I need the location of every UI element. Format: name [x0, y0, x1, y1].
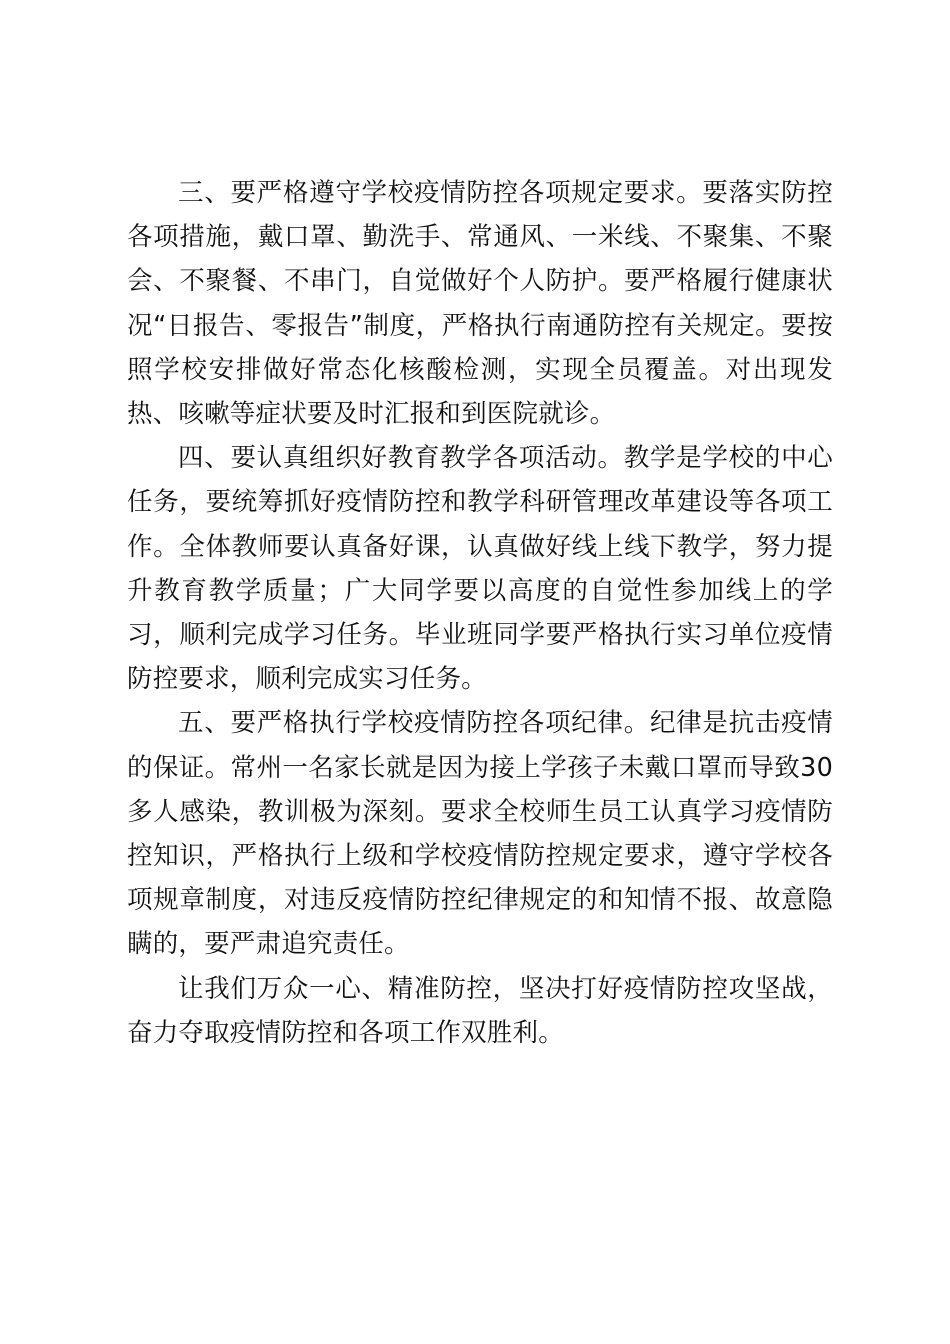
paragraph-section-four: 四、要认真组织好教育教学各项活动。教学是学校的中心任务，要统筹抓好疫情防控和教学科研管理改革建设等各项工作。全体教师要认真备好课，认真做好线上线下教学，努力提升教育教学质量；广大同学要以高度的自觉性参加线上的学习，顺利完成学习任务。毕业班同学要严格执行实习单位疫情防控要求，顺利完成实习任务。 — [127, 443, 833, 695]
paragraph-section-three: 三、要严格遵守学校疫情防控各项规定要求。要落实防控各项措施，戴口罩、勤洗手、常通风、一米线、不聚集、不聚会、不聚餐、不串门，自觉做好个人防护。要严格履行健康状况“日报告、零报告”制度，严格执行南通防控有关规定。要按照学校安排做好常态化核酸检测，实现全员覆盖。对出现发热、咳嗽等症状要及时汇报和到医院就诊。 — [127, 178, 833, 430]
paragraph-closing: 让我们万众一心、精准防控，坚决打好疫情防控攻坚战，奋力夺取疫情防控和各项工作双胜利。 — [127, 973, 833, 1048]
document-body — [127, 171, 833, 1055]
paragraph-section-five: 五、要严格执行学校疫情防控各项纪律。纪律是抗击疫情的保证。常州一名家长就是因为接上学孩子未戴口罩而导致30多人感染，教训极为深刻。要求全校师生员工认真学习疫情防控知识，严格执行上级和学校疫情防控规定要求，遵守学校各项规章制度，对违反疫情防控纪律规定的和知情不报、故意隐瞒的，要严肃追究责任。 — [127, 708, 833, 960]
